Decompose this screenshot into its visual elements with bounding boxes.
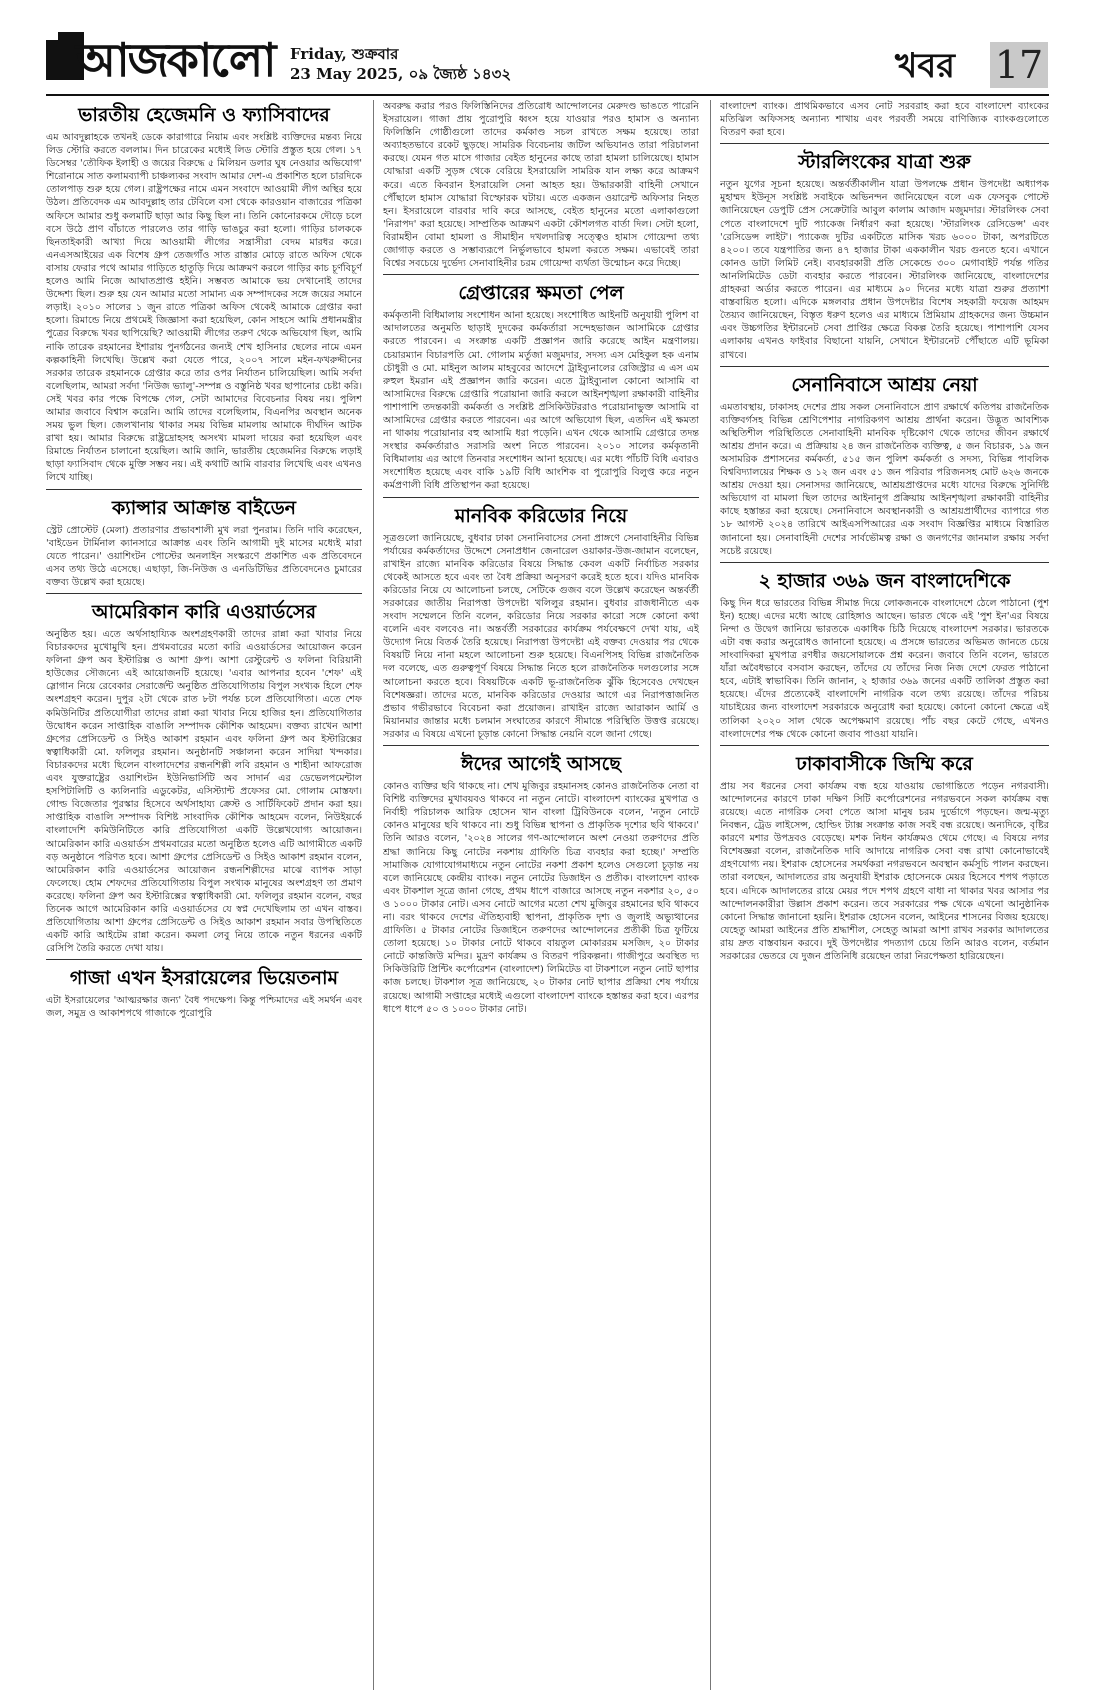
- headline-hegemony[interactable]: ভারতীয় হেজেমনি ও ফ্যাসিবাদের: [78, 104, 330, 126]
- section-title: খবর: [895, 46, 955, 86]
- article-body: কোনও ব্যক্তির ছবি থাকছে না। শেখ মুজিবুর রহমানসহ কোনও রাজনৈতিক নেতা বা বিশিষ্ট ব্যক্তিদের মুখাবয়বও থাকবে না নতুন নোটে। বাংলাদেশ ব্যাংকের মুখপাত্র ও নির্বাহী পরিচালক আরিফ হোসেন খান বাংলা ট্রিবিউনকে বলেন, 'নতুন নোটে কোনও মানুষের ছবি থাকবে না। শুধু বিভিন্ন স্থাপনা ও প্রাকৃতিক দৃশ্যের ছবি থাকবে।' তিনি আরও বলেন, '২০২৪ সালের গণ-আন্দোলনে অংশ নেওয়া তরুণদের প্রতি শ্রদ্ধা জানিয়ে কিছু নোটের নকশায় গ্রাফিতি চিত্র ব্যবহার করা হচ্ছে।' সম্প্রতি সামাজিক যোগাযোগমাধ্যমে নতুন নোটের নকশা প্রকাশ হলেও সেগুলো চূড়ান্ত নয় বলে জানিয়েছে কেন্দ্রীয় ব্যাংক। নতুন নোটের ডিজাইন ও প্রতীক। বাংলাদেশ ব্যাংক এবং টাকশাল সূত্রে জানা গেছে, প্রথম ধাপে বাজারে আসছে নতুন নকশার ২০, ৫০ ও ১০০০ টাকার নোট। এসব নোটে আগের মতো শেখ মুজিবুর রহমানের ছবি থাকবে না। বরং থাকবে দেশের ঐতিহ্যবাহী স্থাপনা, প্রাকৃতিক দৃশ্য ও জুলাই অভ্যুত্থানের গ্রাফিতি। ৫ টাকার নোটের ডিজাইনে তরুণদের আন্দোলনের প্রতীকী চিত্র ফুটিয়ে তোলা হয়েছে। ১০ টাকার নোটে থাকবে বায়তুল মোকাররম মসজিদ, ২০ টাকার নোটে কান্তজিউ মন্দির। মুদ্রণ কার্যক্রম ও বিতরণ পরিকল্পনা। গাজীপুরে অবস্থিত দ্য সিকিউরিটি প্রিন্টিং কর্পোরেশন (বাংলাদেশ) লিমিটেড বা টাকশালে নতুন নোট ছাপার কাজ চলছে। টাকশাল সূত্র জানিয়েছে, ২০ টাকার নোট ছাপার প্রক্রিয়া শেষ পর্যায়ে রয়েছে। আগামী সপ্তাহের মধ্যেই এগুলো বাংলাদেশ ব্যাংকে হস্তান্তর করা হবে। এরপর ধাপে ধাপে ৫০ ও ১০০০ টাকার নোট।: [383, 781, 699, 1015]
- column-2: [383, 100, 699, 1695]
- masthead-rule: [46, 94, 1049, 96]
- headline-arrest-power[interactable]: গ্রেপ্তারের ক্ষমতা পেল: [383, 274, 699, 309]
- issue-date: [290, 44, 511, 84]
- headline-new-notes[interactable]: ঈদের আগেই আসছে: [383, 745, 699, 780]
- headline-biden[interactable]: ক্যান্সার আক্রান্ত বাইডেন: [46, 489, 362, 524]
- article-body: স্ট্রেট প্রোস্টেট (মেলা) প্রতারণার প্রভাবশালী মুখ লরা পুনরাম। তিনি দাবি করেছেন, 'বাইডেন টার্মিনাল ক্যানসারে আক্রান্ত এবং তিনি আগামী দুই মাসের মধ্যেই মারা যেতে পারেন।' ওয়াশিংটন পোস্টের অনলাইন সংস্করণে প্রকাশিত এক প্রতিবেদনে এসব তথ্য উঠে এসেছে। এছাড়া, জি-নিউজ ও এনডিটিভির প্রতিবেদনেও চুমারের বক্তব্য উল্লেখ করা হয়েছে।: [46, 524, 362, 588]
- article-body: সূত্রগুলো জানিয়েছে, বুধবার ঢাকা সেনানিবাসের সেনা প্রাঙ্গণে সেনাবাহিনীর বিভিন্ন পর্যায়ের কর্মকর্তাদের উদ্দেশে সেনাপ্রধান জেনারেল ওয়াকার-উজ-জামান বলেছেন, রাখাইন রাজ্যে মানবিক করিডোর বিষয়ে সিদ্ধান্ত কেবল একটি নির্বাচিত সরকার থেকেই আসতে হবে এবং তা বৈধ প্রক্রিয়া অনুসরণ করেই হতে হবে। যদিও মানবিক করিডোর নিয়ে যে আলোচনা চলছে, সেটিকে গুজব বলে উল্লেখ করেছেন অন্তর্বর্তী সরকারের জাতীয় নিরাপত্তা উপদেষ্টা খলিলুর রহমান। বুধবার রাজধানীতে এক সংবাদ সম্মেলনে তিনি বলেন, করিডোর নিয়ে সরকার কারো সঙ্গে কোনো কথা বলেনি এবং বলবেও না। অন্তর্বর্তী সরকারের কার্যক্রম পর্যবেক্ষণে দেখা যায়, এই উদ্যোগ নিয়ে বিতর্ক তৈরি হয়েছে। নিরাপত্তা উপদেষ্টা এই বক্তব্য দেওয়ার পর থেকে বিষয়টি নিয়ে নানা মহলে আলোচনা শুরু হয়েছে। বিএনপিসহ বিভিন্ন রাজনৈতিক দল বলেছে, এত গুরুত্বপূর্ণ বিষয়ে সিদ্ধান্ত নিতে হলে রাজনৈতিক দলগুলোর সঙ্গে আলোচনা করতে হবে। বিষয়টিকে একটি ভূ-রাজনৈতিক ঝুঁকি হিসেবেও দেখছেন বিশেষজ্ঞরা। তাদের মতে, মানবিক করিডোর দেওয়ার আগে এর নিরাপত্তাজনিত প্রভাব গভীরভাবে বিবেচনা করা প্রয়োজন। রাখাইন রাজ্যে আরাকান আর্মি ও মিয়ানমার জান্তার মধ্যে চলমান সংঘাতের কারণে সীমান্তে পরিস্থিতি উত্তপ্ত রয়েছে। সরকার এ বিষয়ে এখনো চূড়ান্ত কোনো সিদ্ধান্ত নেয়নি বলে জানা গেছে।: [383, 532, 699, 740]
- day-bn: শুক্রবার: [351, 45, 399, 63]
- article-starlink: [720, 143, 1049, 361]
- article-gaza: [46, 959, 362, 1020]
- date-bn: ০৯ জ্যৈষ্ঠ ১৪৩২: [408, 65, 512, 83]
- headline-curry-awards[interactable]: আমেরিকান কারি এওয়ার্ডসের: [46, 593, 362, 628]
- article-arrest-power: [383, 274, 699, 492]
- page-number: 17: [994, 43, 1044, 87]
- headline-dhaka-hostage[interactable]: ঢাকাবাসীকে জিম্মি করে: [720, 745, 1049, 780]
- article-body: কিছু দিন ধরে ভারতের বিভিন্ন সীমান্ত দিয়ে লোকজনকে বাংলাদেশে ঠেলে পাঠানো (পুশ ইন) হচ্ছে। এদের মধ্যে আছে রোহিঙ্গাও আছেন। ভারত থেকে এই 'পুশ ইন'এর বিষয়ে নিন্দা ও উদ্বেগ জানিয়ে ভারতকে একাধিক চিঠি দিয়েছে বাংলাদেশ সরকার। ভারতকে এটা বন্ধ করার অনুরোধও জানানো হয়েছে। এ প্রসঙ্গে ভারতের অভিমত জানতে চেয়ে সাংবাদিকরা মুখপাত্র রণধীর জয়সোয়ালকে প্রশ্ন করেন। জবাবে তিনি বলেন, ভারতে যাঁরা অবৈধভাবে বসবাস করছেন, তাঁদের যে তাঁদের নিজ নিজ দেশে ফেরত পাঠানো হবে, এটাই স্বাভাবিক। তিনি জানান, ২ হাজার ৩৬৯ জনের একটি তালিকা প্রস্তুত করা হয়েছে। এঁদের প্রত্যেকেই বাংলাদেশি নাগরিক বলে তথ্য রয়েছে। তাঁদের পরিচয় যাচাইয়ের জন্য বাংলাদেশ সরকারকে অনুরোধ করা হয়েছে। কোনো কোনো ক্ষেত্রে এই তালিকা ২০২০ সাল থেকে অপেক্ষমাণ রয়েছে। পাঁচ বছর কেটে গেছে, এখনও বাংলাদেশের পক্ষ থেকে কোনো জবাব পাওয়া যায়নি।: [720, 597, 1049, 740]
- column-divider: [710, 100, 711, 1690]
- day-en: Friday,: [290, 45, 347, 63]
- masthead: [0, 0, 1100, 87]
- logo-text: আজকালো: [76, 33, 275, 87]
- article-dhaka-hostage: [720, 745, 1049, 963]
- headline-gaza[interactable]: গাজা এখন ইসরায়েলের ভিয়েতনাম: [46, 959, 362, 994]
- article-push-in: [720, 562, 1049, 741]
- article-body: কর্মকৃতানী বিধিমালায় সংশোধন আনা হয়েছে। সংশোধিত আইনটি অনুযায়ী পুলিশ বা আদালতের অনুমতি ছাড়াই দুদকের কর্মকর্তারা সন্দেহভাজন আসামিকে গ্রেপ্তার করতে পারবেন। এ সংক্রান্ত একটি প্রজ্ঞাপন জারি করেছে আইন মন্ত্রণালয়। চেয়ারম্যান বিচারপতি মো. গোলাম মর্তুজা মজুমদার, সদস্য এস মেহিকুল হক এনাম চৌধুরী ও মো. মাইনুল আলম মাহবুবের আদেশে ট্রাইব্যুনালের রেজিস্ট্রার এ এস এম রুহুল ইমরান এই প্রজ্ঞাপন জারি করেন। এতে ট্রাইব্যুনাল কোনো আসামি বা আসামিদের বিরুদ্ধে গ্রেপ্তারি পরোয়ানা জারি করলে আইনশৃঙ্খলা রক্ষাকারী বাহিনীর পাশাপাশি তদন্তকারী কর্মকর্তা ও সংশ্লিষ্ট প্রসিকিউটররাও পরোয়ানাভুক্ত আসামি বা আসামিদের গ্রেপ্তার করতে পারবেন। এর আগে অভিযোগ ছিল, এতদিন এই ক্ষমতা না থাকায় পরোয়ানার বহু আসামি ধরা পড়েনি। এখন থেকে আসামি গ্রেপ্তারে তদন্ত সংস্থার কর্মকর্তারাও সরাসরি অংশ নিতে পারবেন। ২০১০ সালের কর্মকৃতানী বিধিমালায় এর আগে তিনবার সংশোধন আনা হয়েছে। এর মধ্যে পাঁচটি বিধি এবারও সংশোধিত হয়েছে এবং বাকি ১৯টি বিধি আংশিক বা পুরোপুরি বিলুপ্ত করে নতুন কর্মপ্রণালী বিধি প্রতিস্থাপন করা হয়েছে।: [383, 310, 699, 492]
- article-body: প্রায় সব ধরনের সেবা কার্যক্রম বন্ধ হয়ে যাওয়ায় ভোগান্তিতে পড়েন নগরবাসী। আন্দোলনের কারণে ঢাকা দক্ষিণ সিটি কর্পোরেশনের নগরভবনে সকল কার্যক্রম বন্ধ রয়েছে। এতে নাগরিক সেবা পেতে আসা মানুষ চরম দুর্ভোগে পড়ছেন। জন্ম-মৃত্যু নিবন্ধন, ট্রেড লাইসেন্স, হোল্ডিং ট্যাক্স সংক্রান্ত কাজ সবই বন্ধ রয়েছে। অন্যদিকে, বৃষ্টির কারণে মশার উপদ্রবও বেড়েছে। মশক নিধন কার্যক্রমও থেমে গেছে। এ বিষয়ে নগর বিশেষজ্ঞরা বলেন, রাজনৈতিক দাবি আদায়ে নাগরিক সেবা বন্ধ রাখা কোনোভাবেই গ্রহণযোগ্য নয়। ইশরাক হোসেনের সমর্থকরা নগরভবনে অবস্থান কর্মসূচি পালন করছেন। তারা বলছেন, আদালতের রায় অনুযায়ী ইশরাক হোসেনকে মেয়র হিসেবে শপথ পড়াতে হবে। এদিকে আদালতের রায়ে মেয়র পদে শপথ গ্রহণে বাধা না থাকার খবর আসার পর আন্দোলনকারীরা উল্লাস প্রকাশ করেন। তবে সরকারের পক্ষ থেকে এখনো আনুষ্ঠানিক কোনো সিদ্ধান্ত জানানো হয়নি। ইশরাক হোসেন বলেন, আইনের শাসনের বিজয় হয়েছে। যেহেতু আমরা আইনের প্রতি শ্রদ্ধাশীল, সেহেতু আমরা আশা রাখব সরকার আদালতের রায় দ্রুত বাস্তবায়ন করবে। দুই উপদেষ্টার পদত্যাগ চেয়ে তিনি আরও বলেন, বর্তমান সরকারের ভেতরে যে দুজন প্রতিনিধি রয়েছেন তারা নিরপেক্ষতা হারিয়েছেন।: [720, 780, 1049, 962]
- page-number-box: [990, 42, 1048, 88]
- headline-humanitarian-corridor[interactable]: মানবিক করিডোর নিয়ে: [383, 497, 699, 532]
- newspaper-logo[interactable]: [46, 32, 280, 88]
- article-gaza-continued: [383, 100, 699, 270]
- article-new-notes: [383, 745, 699, 1016]
- headline-starlink[interactable]: স্টারলিংকের যাত্রা শুরু: [720, 143, 1049, 178]
- date-en: 23 May 2025,: [290, 65, 404, 83]
- article-biden: [46, 489, 362, 589]
- column-divider: [373, 100, 374, 1690]
- article-body: নতুন যুগের সূচনা হয়েছে। অন্তর্বর্তীকালীন যাত্রা উপলক্ষে প্রধান উপদেষ্টা অধ্যাপক মুহাম্মদ ইউনূস সংশ্লিষ্ট সবাইকে অভিনন্দন জানিয়েছেন বলে এক ফেসবুক পোস্টে জানিয়েছেন ডেপুটি প্রেস সেক্রেটারি আবুল কালাম আজাদ মজুমদার। স্টারলিংক সেবা পেতে বাংলাদেশে দুটি প্যাকেজ নির্ধারণ করা হয়েছে। 'স্টারলিংক রেসিডেন্স' এবং 'রেসিডেন্স লাইট'। প্যাকেজ দুটির একটিতে মাসিক খরচ ৬০০০ টাকা, অপরটিতে ৪২০০। তবে যন্ত্রপাতির জন্য ৪৭ হাজার টাকা এককালীন খরচ গুনতে হবে। এখানে কোনও ডাটা লিমিট নেই। ব্যবহারকারী প্রতি সেকেন্ডে ৩০০ মেগাবাইট পর্যন্ত গতির আনলিমিটেড ডেটা ব্যবহার করতে পারবেন। স্টারলিংক জানিয়েছে, বাংলাদেশের গ্রাহকরা অর্ডার করতে পারেন। এর মাধ্যমে ৯০ দিনের মধ্যে যাত্রা শুরুর প্রত্যাশা বাস্তবায়িত হলো। এদিকে মঙ্গলবার প্রধান উপদেষ্টার বিশেষ সহকারী ফয়েজ আহমদ তৈয়্যব জানিয়েছেন, বিস্তৃত ধরুণ হলেও এর মাধ্যমে প্রিমিয়াম গ্রাহকদের জন্য উচ্চমান এবং উচ্চগতির ইন্টারনেট সেবা প্রাপ্তির ক্ষেত্রে বিকল্প তৈরি হয়েছে। পাশাপাশি যেসব এলাকায় এখনও ফাইবার বিছানো যায়নি, সেখানে ইন্টারনেট পৌঁছাতে এটি ভূমিকা রাখবে।: [720, 179, 1049, 361]
- article-body: এমতাবস্থায়, ঢাকাসহ দেশের প্রায় সকল সেনানিবাসে প্রাণ রক্ষার্থে কতিপয় রাজনৈতিক ব্যক্তিবর্গসহ বিভিন্ন শ্রেণিপেশার নাগরিকগণ আশ্রয় প্রার্থনা করেন। উদ্ভূত আবশ্যিক অস্থিতিশীল পরিস্থিতিতে সেনাবাহিনী মানবিক দৃষ্টিকোণ থেকে তাদের জীবন রক্ষার্থে আশ্রয় প্রদান করে। এ প্রক্রিয়ায় ২৪ জন রাজনৈতিক ব্যক্তিত্ব, ৫ জন বিচারক, ১৯ জন অসামরিক প্রশাসনের কর্মকর্তা, ৫১৫ জন পুলিশ কর্মকর্তা ও সদস্য, বিভিন্ন পাবলিক বিশ্ববিদ্যালয়ের শিক্ষক ও ১২ জন এবং ৫১ জন পরিবার পরিজনসহ মোট ৬২৬ জনকে আশ্রয় দেওয়া হয়। সেনাসদর জানিয়েছে, আশ্রয়প্রাপ্তদের মধ্যে যাদের বিরুদ্ধে সুনির্দিষ্ট অভিযোগ বা মামলা ছিল তাদের আইনানুগ প্রক্রিয়ায় আইনশৃঙ্খলা রক্ষাকারী বাহিনীর কাছে হস্তান্তর করা হয়েছে। সেনানিবাসে অবস্থানকারী ও আশ্রয়প্রার্থীদের ব্যাপারে গত ১৮ আগস্ট ২০২৪ তারিখে আইএসপিআরের এক সংবাদ বিজ্ঞপ্তির মাধ্যমে বিস্তারিত জানানো হয়। সেনাবাহিনী দেশের সার্বভৌমত্ব রক্ষা ও জনগণের জানমাল রক্ষায় সর্বদা সচেষ্ট রয়েছে।: [720, 401, 1049, 557]
- headline-push-in[interactable]: ২ হাজার ৩৬৯ জন বাংলাদেশিকে: [720, 562, 1049, 597]
- article-curry-awards: [46, 593, 362, 955]
- article-body: অবরুদ্ধ করার পরও ফিলিস্তিনিদের প্রতিরোধ আন্দোলনের মেরুদণ্ড ভাঙতে পারেনি ইসরায়েল। গাজা প্রায় পুরোপুরি ধ্বংস হয়ে যাওয়ার পরও হামাস ও অন্যান্য ফিলিস্তিনি গোষ্ঠীগুলো তাদের কর্মকাণ্ড সচল রাখতে সক্ষম হয়েছে। তারা অব্যাহতভাবে রকেট ছুড়ছে। সামরিক বিবেচনায় জটিল অভিযানও তারা পরিচালনা করছে। যেমন গত মাসে গাজার বেইত হানুনের কাছে তারা হামলা চালিয়েছে। হামাস যোদ্ধারা একটি সুড়ঙ্গ থেকে বেরিয়ে ইসরায়েলি সামরিক যান লক্ষ্য করে আক্রমণ করে। এতে কিবরান ইসরায়েলি সেনা আহত হয়। উদ্ধারকারী বাহিনী সেখানে পৌঁছালে হামাস যোদ্ধারা বিস্ফোরক ঘটায়। এতে একজন ওয়ারেন্ট অফিসার নিহত হন। ইসরায়েলে বারবার দাবি করে আসছে, বেইত হানুনের মতো এলাকাগুলো 'নিরাপদ' করা হয়েছে। সাম্প্রতিক আক্রমণ একটা কৌশলগত বার্তা দিল। সেটা হলো, বিরামহীন বোমা হামলা ও সীমাহীন দখলদারিত্ব সত্ত্বেও হামাস গোয়েন্দা তথ্য জোগাড় করতে ও সম্ভাব্যরূপে নির্ভুলভাবে হামলা করতে সক্ষম। এভাবেই তারা বিশ্বের সবচেয়ে দুর্ভেদ্য সেনাবাহিনীর চরম গোয়েন্দা ব্যর্থতা উন্মোচন করে দিচ্ছে।: [383, 101, 699, 270]
- article-body: এম আবদুল্লাহকে তখনই ডেকে কারাগারে নিয়াম এবং সংশ্লিষ্ট ব্যক্তিদের মন্তব্য নিয়ে লিড স্টোরি করতে বললাম। দিন চারেকের মধ্যেই লিড স্টোরি প্রস্তুত হয়ে গেল। ১৭ ডিসেম্বর 'তৌফিক ইলাহী ও জয়ের বিরুদ্ধে ৫ মিলিয়ন ডলার ঘুষ নেওয়ার অভিযোগ' শিরোনামে সাত কলামব্যাপী চাঞ্চল্যকর সংবাদ আমার দেশ-এ প্রকাশিত হলে চারদিকে তোলপাড় শুরু হয়ে গেল। রাষ্ট্রপক্ষের নামে এমন সংবাদে আওয়ামী লীগ অস্থির হয়ে উঠল। প্রতিবেদক এম আবদুল্লাহ তার টেবিলে বসা থেকে কারওয়ান বাজারের পত্রিকা অফিসে আমার শুধু কলমাটি ছাড়া আর কিছু ছিল না। তিনি কোনোরকমে দৌড়ে চলে বসে উঠে প্রাণ বাঁচাতে পারলেও তার গাড়ি ভাঙচুর করা হলো। গাড়ির চালককে ছিনতাইকারী আখ্যা দিয়ে আওয়ামী লীগের সন্ত্রাসীরা বেদম মারধর করে। এনএসআইয়ের এক বিশেষ গ্রুপ তেজগাঁও সাত রাস্তার মোড়ে রাতে অফিস থেকে বাসায় ফেরার পথে আমার গাড়িতে হাতুড়ি দিয়ে আক্রমণ করলে গাড়ির কাচ চূর্ণবিচূর্ণ হলেও আমি নিজে আঘাতপ্রাপ্ত হইনি। সম্ভবত আমাকে ভয় দেখানোই তাদের উদ্দেশ্য ছিল। শুরু হয় যেন আমার মতো সামান্য এক সম্পাদকের সঙ্গে জয়ের সমানে লড়াই। ২০১০ সালের ১ জুন রাতে পত্রিকা অফিস থেকেই আমাকে গ্রেপ্তার করা হলো। রিমান্ডে নিয়ে প্রথমেই জিজ্ঞাসা করা হয়েছিল, কোন সাহসে আমি প্রধানমন্ত্রীর পুত্রের বিরুদ্ধে খবর ছাপিয়েছি? আওয়ামী লীগের তরুণ থেকে অভিযোগ ছিল, আমি নাকি তারেক রহমানের ইশারায় পুনর্গঠনের জন্যই শেখ হাসিনার ছেলের নামে এমন কল্পকাহিনী লিখেছি। উল্লেখ করা যেতে পারে, ২০০৭ সালে মইন-ফখরুদ্দীনের সরকার তারেক রহমানকে গ্রেপ্তার করে তার ওপর নির্যাতন চালিয়েছিল। আমি সর্বদা বলেছিলাম, আমরা সর্বদা 'নিউজ ভ্যালু'-সম্পন্ন ও বস্তুনিষ্ঠ খবর ছাপানোর চেষ্টা করি। সেই খবর কার পক্ষে বিপক্ষে গেল, সেটা আমাদের বিবেচনার বিষয় নয়। পুলিশ আমার জবাবে বিশ্বাস করেনি। আমি তাদের বলেছিলাম, বিএনপির অবস্থান অনেক সময় ভুল ছিল। জেলখানায় থাকার সময় বিভিন্ন মামলায় আমাকে দীর্ঘদিন আটক রাখা হয়। আমার বিরুদ্ধে রাষ্ট্রদ্রোহসহ অসংখ্য মামলা দায়ের করা হয়েছিল এবং রিমান্ডে নির্যাতন চালানো হয়েছিল। আমি জানি, ভারতীয় হেজেমনির বিরুদ্ধে লড়াই ছাড়া ফ্যাসিবাদ থেকে মুক্তি সম্ভব নয়। এই কথাটি আমি বারবার লিখেছি এবং এখনও লিখে যাচ্ছি।: [46, 132, 362, 484]
- article-body: অনুষ্ঠিত হয়। এতে অর্থসাহায্যিক অংশগ্রহণকারী তাদের রান্না করা খাবার নিয়ে বিচারকদের মুখোমুখি হন। প্রথমবারের মতো কারি এওয়ার্ডসের আয়োজন করেন ফলিনা গ্রুপ অব ইস্টারিক্স ও আশা গ্রুপ। আশা রেস্টুরেন্ট ও ফলিনা বিরিয়ানী হাউজের সৌজন্যে এই আয়োজনটি হয়েছে। 'এবার আপনার হবেন 'শেফ' এই স্লোগান নিয়ে রেবেকার সেরার্জেন্ট অনুষ্ঠিত প্রতিযোগিতায় বিপুল সংখ্যক হিলে শেফ অংশগ্রহণ করেন। দুপুর ২টা থেকে রাত ৮টা পর্যন্ত চলে প্রতিযোগিতা। এতে শেফ কমিউনিটির প্রতিযোগীরা তাদের রান্না করা খাবার নিয়ে হাজির হন। প্রতিযোগিতার উদ্বোধন করেন সাপ্তাহিক বাঙালি সম্পাদক কৌশিক আহমেদ। বক্তব্য রাখেন আশা গ্রুপের প্রেসিডেন্ট ও সিইও আকাশ রহমান এবং ফলিনা গ্রুপ অব ইস্টারিক্সের স্বত্বাধিকারী মো. ফলিলুর রহমান। অনুষ্ঠানটি সঞ্চালনা করেন সাদিয়া খন্দকার। বিচারকদের মধ্যে ছিলেন বাংলাদেশের রন্ধনশিল্পী লবি রহমান ও শাহীনা আফরোজ এবং যুক্তরাষ্ট্রের ওয়াশিংটন ইউনিভার্সিটি অব সাদার্ন এর ডেভেলপমেন্টাল হসপিটালিটি ও ক্যলিনারি এডুকেটর, এসিস্ট্যান্ট প্রফেসর মো. গোলাম মোস্তফা। গোল্ড বিজেতার পুরস্কার হিসেবে অর্থসাহায্য ক্রেস্ট ও সার্টিফিকেট প্রদান করা হয়। সাপ্তাহিক বাঙালি সম্পাদক বিশিষ্ট সাংবাদিক কৌশিক আহমেদ বলেন, নিউইয়র্কে বাংলাদেশি কমিউনিটিতে কারি প্রতিযোগিতা একটি উল্লেখযোগ্য আয়োজন। আমেরিকান কারি এওয়ার্ডস প্রথমবারের মতো অনুষ্ঠিত হলেও এটি আগামীতে একটি বড় অনুষ্ঠানে পরিণত হবে। আশা গ্রুপের প্রেসিডেন্ট ও সিইও আকাশ রহমান বলেন, আমেরিকান কারি এওয়ার্ডসের আয়োজন রন্ধনশিল্পীদের মাঝে ব্যাপক সাড়া ফেলেছে। হোম শেফদের প্রতিযোগিতায় বিপুল সংখ্যক মানুষের অংশগ্রহণ তা প্রমাণ করেছে। ফলিনা গ্রুপ অব ইস্টারিক্সের স্বত্বাধিকারী মো. ফলিলুর রহমান বলেন, বছর তিনেক আগে আমেরিকান কারি এওয়ার্ডসের যে স্বপ্ন দেখেছিলাম তা এখন বাস্তব। প্রতিযোগিতায় আশা গ্রুপের প্রেসিডেন্ট ও সিইও আকাশ রহমান সবার উপস্থিতিতে একটি কারি আইটেম রান্না করেন। কমলা লেবু নিয়ে তাকে নতুন ধরনের একটি রেসিপি তৈরি করতে দেখা যায়।: [46, 629, 362, 955]
- article-cantonment-shelter: [720, 366, 1049, 558]
- article-humanitarian-corridor: [383, 497, 699, 742]
- column-1: [46, 100, 362, 1695]
- article-hegemony: [46, 100, 362, 485]
- article-body: এটা ইসরায়েলের 'আত্মরক্ষার জন্য' বৈধ পদক্ষেপ। কিন্তু পশ্চিমাদের এই সমর্থন এবং জল, সমুদ্র ও আকাশপথে গাজাকে পুরোপুরি: [46, 995, 362, 1020]
- column-3: [720, 100, 1049, 1695]
- headline-cantonment-shelter[interactable]: সেনানিবাসে আশ্রয় নেয়া: [720, 366, 1049, 401]
- article-body: বাংলাদেশ ব্যাংক। প্রাথমিকভাবে এসব নোট সরবরাহ করা হবে বাংলাদেশ ব্যাংকের মতিঝিল অফিসসহ অন্যান্য শাখায় এবং পরবর্তী সময়ে বাণিজ্যিক ব্যাংকগুলোতে বিতরণ করা হবে।: [720, 101, 1049, 139]
- article-notes-continued: [720, 100, 1049, 139]
